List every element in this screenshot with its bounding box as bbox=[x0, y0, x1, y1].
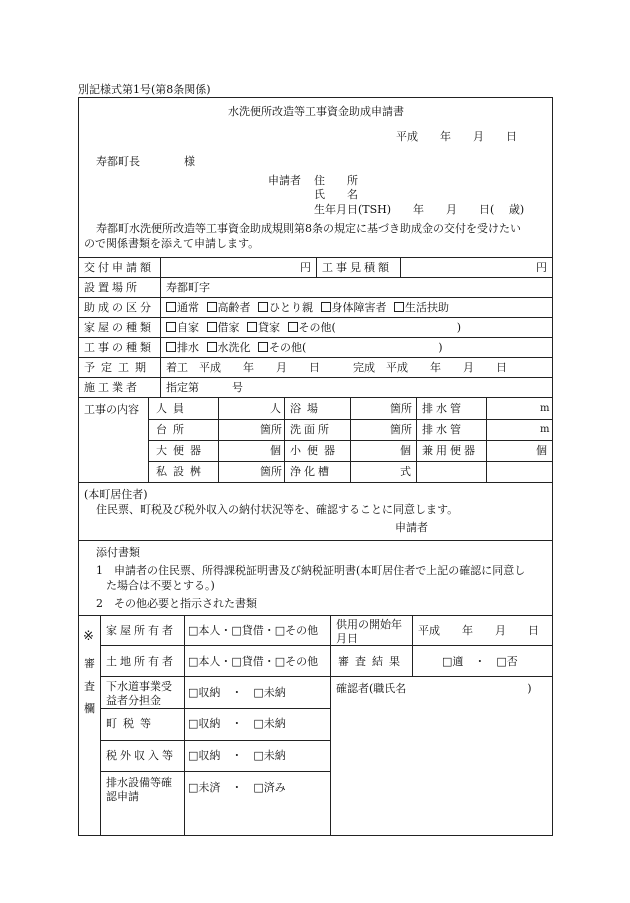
location-value[interactable]: 寿都町字 bbox=[166, 281, 210, 294]
review-side-char: 審 bbox=[84, 657, 95, 670]
subsidy-class-options[interactable]: 通常 高齢者 ひとり親 身体障害者 生活扶助 bbox=[166, 302, 449, 313]
work-item-unit: m bbox=[540, 424, 550, 435]
work-item-unit: 人 bbox=[270, 402, 281, 415]
house-owner-options[interactable]: □本人・□貸借・□その他 bbox=[188, 624, 319, 637]
work-item: 洗面所 bbox=[290, 423, 332, 436]
drain-confirm-label: 排水設備等確認申請 bbox=[106, 776, 172, 803]
work-type-label: 工事の種類 bbox=[84, 341, 154, 354]
start-date-label: 供用の開始年月日 bbox=[336, 618, 402, 645]
house-owner-label: 家屋所有者 bbox=[106, 624, 176, 637]
review-side-char: 査 bbox=[84, 680, 95, 693]
contractor-label: 施工業者 bbox=[84, 381, 140, 394]
addressee: 寿都町長 様 bbox=[96, 155, 195, 168]
town-tax-options[interactable]: □収納 ・ □未納 bbox=[188, 717, 286, 730]
land-owner-label: 土地所有者 bbox=[106, 655, 176, 668]
house-type-label: 家屋の種類 bbox=[84, 321, 154, 334]
applicant-address-label: 住 所 bbox=[314, 174, 358, 187]
checkbox-icon[interactable] bbox=[321, 302, 331, 312]
consent-signer: 申請者 bbox=[395, 521, 428, 534]
review-result-label: 審査結果 bbox=[338, 655, 406, 668]
checkbox-icon[interactable] bbox=[247, 322, 257, 332]
start-date-value[interactable]: 平成 年 月 日 bbox=[418, 624, 539, 637]
review-side-char: 欄 bbox=[84, 702, 95, 715]
work-item: 小便器 bbox=[290, 444, 341, 457]
application-amount-unit: 円 bbox=[300, 261, 311, 274]
work-item: 浄化槽 bbox=[290, 465, 332, 478]
work-item: 人員 bbox=[156, 402, 190, 415]
schedule-label: 予定工期 bbox=[84, 361, 152, 374]
work-item-unit: 箇所 bbox=[390, 423, 412, 436]
house-type-options[interactable]: 自家 借家 貸家 その他( ) bbox=[166, 322, 461, 333]
estimate-label: 工事見積額 bbox=[322, 261, 392, 274]
checkbox-icon[interactable] bbox=[394, 302, 404, 312]
body-text-line-2: ので関係書類を添えて申請します。 bbox=[84, 237, 260, 250]
checkbox-icon[interactable] bbox=[207, 302, 217, 312]
work-item-unit: 個 bbox=[270, 444, 281, 457]
review-result-options[interactable]: □適 ・ □否 bbox=[442, 655, 518, 668]
applicant-name-label: 氏 名 bbox=[314, 188, 358, 201]
attachments-heading: 添付書類 bbox=[96, 546, 140, 559]
work-item-unit: 個 bbox=[400, 444, 411, 457]
non-tax-options[interactable]: □収納 ・ □未納 bbox=[188, 749, 286, 762]
checkbox-icon[interactable] bbox=[258, 302, 268, 312]
applicant-label: 申請者 bbox=[268, 174, 301, 187]
consent-heading: (本町居住者) bbox=[84, 488, 148, 501]
form-number: 別記様式第1号(第8条関係) bbox=[78, 83, 211, 96]
checkbox-icon[interactable] bbox=[258, 342, 268, 352]
checkbox-icon[interactable] bbox=[166, 302, 176, 312]
work-item: 台所 bbox=[156, 423, 190, 436]
drain-confirm-options[interactable]: □未済 ・ □済み bbox=[188, 781, 286, 794]
review-mark: ※ bbox=[83, 629, 94, 644]
work-item-unit: 箇所 bbox=[260, 423, 282, 436]
checkbox-icon[interactable] bbox=[288, 322, 298, 332]
attachment-item-1: 1 申請者の住民票、所得課税証明書及び納税証明書(本町居住者で上記の確認に同意し bbox=[96, 564, 526, 577]
town-tax-label: 町税等 bbox=[106, 717, 157, 730]
date-line: 平成 年 月 日 bbox=[396, 130, 517, 143]
location-label: 設置場所 bbox=[84, 281, 140, 294]
work-item-unit: 個 bbox=[536, 444, 547, 457]
attachment-item-1-cont: た場合は不要とする。) bbox=[106, 579, 215, 592]
contractor-value[interactable]: 指定第 号 bbox=[166, 381, 243, 394]
application-amount-label: 交付申請額 bbox=[84, 261, 154, 274]
work-item: 兼用便器 bbox=[422, 444, 478, 457]
subsidy-class-label: 助成の区分 bbox=[84, 301, 154, 314]
sewer-fee-options[interactable]: □収納 ・ □未納 bbox=[188, 686, 286, 699]
work-item: 大便器 bbox=[156, 444, 207, 457]
consent-text: 住民票、町税及び税外収入の納付状況等を、確認することに同意します。 bbox=[96, 503, 459, 516]
work-item-unit: 箇所 bbox=[260, 465, 282, 478]
estimate-unit: 円 bbox=[536, 261, 547, 274]
schedule-value[interactable]: 着工 平成 年 月 日 完成 平成 年 月 日 bbox=[166, 361, 507, 374]
checkbox-icon[interactable] bbox=[166, 342, 176, 352]
work-item: 排水管 bbox=[422, 402, 464, 415]
checkbox-icon[interactable] bbox=[166, 322, 176, 332]
work-item: 浴場 bbox=[290, 402, 324, 415]
work-content-label: 工事の内容 bbox=[84, 403, 139, 416]
applicant-birth-label: 生年月日(TSH) 年 月 日( 歳) bbox=[314, 203, 525, 216]
sewer-fee-label: 下水道事業受益者分担金 bbox=[106, 680, 172, 707]
attachment-item-2: 2 その他必要と指示された書類 bbox=[96, 597, 257, 610]
work-item-unit: m bbox=[540, 403, 550, 414]
body-text-line-1: 寿都町水洗便所改造等工事資金助成規則第8条の規定に基づき助成金の交付を受けたい bbox=[96, 222, 521, 235]
work-item-unit: 箇所 bbox=[390, 402, 412, 415]
checkbox-icon[interactable] bbox=[207, 342, 217, 352]
work-item-unit: 式 bbox=[400, 465, 411, 478]
form-title: 水洗便所改造等工事資金助成申請書 bbox=[228, 105, 404, 118]
non-tax-label: 税外収入等 bbox=[106, 749, 176, 762]
checkbox-icon[interactable] bbox=[207, 322, 217, 332]
confirmer-field[interactable]: 確認者(職氏名 ) bbox=[336, 682, 532, 695]
work-item: 排水管 bbox=[422, 423, 464, 436]
work-type-options[interactable]: 排水 水洗化 その他( ) bbox=[166, 342, 443, 353]
work-item: 私設桝 bbox=[156, 465, 207, 478]
land-owner-options[interactable]: □本人・□貸借・□その他 bbox=[188, 655, 319, 668]
